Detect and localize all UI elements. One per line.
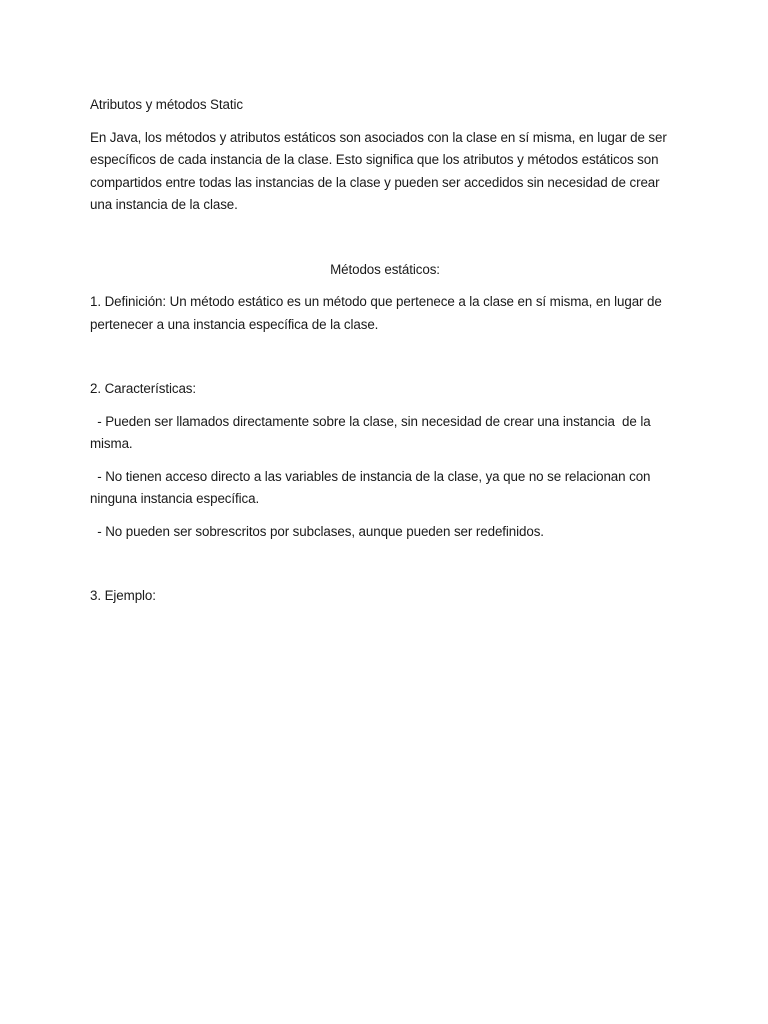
definition-paragraph: 1. Definición: Un método estático es un método que pertenece a la clase en sí misma, en lugar de pertenecer a una instancia específica de la clase. <box>90 294 662 332</box>
characteristic-item: - No tienen acceso directo a las variables de instancia de la clase, ya que no se relacionan con ninguna instancia específica. <box>90 468 655 506</box>
section-heading: Métodos estáticos: <box>330 261 440 277</box>
document-title: Atributos y métodos Static <box>90 97 243 112</box>
characteristic-item: - No pueden ser sobrescritos por subclases, aunque pueden ser redefinidos. <box>90 523 544 539</box>
characteristic-item: - Pueden ser llamados directamente sobre la clase, sin necesidad de crear una instancia de la misma. <box>90 413 655 451</box>
characteristics-heading: 2. Características: <box>90 381 197 396</box>
document-body <box>90 94 680 618</box>
example-heading: 3. Ejemplo: <box>90 588 156 603</box>
intro-paragraph: En Java, los métodos y atributos estáticos son asociados con la clase en sí misma, en lugar de ser específicos de cada instancia de la clase. Esto significa que los atributos y métodos estáticos son compartidos entre todas las instancias de la clase y pueden ser accedidos sin necesidad de crear una instancia de la clase. <box>90 129 667 212</box>
